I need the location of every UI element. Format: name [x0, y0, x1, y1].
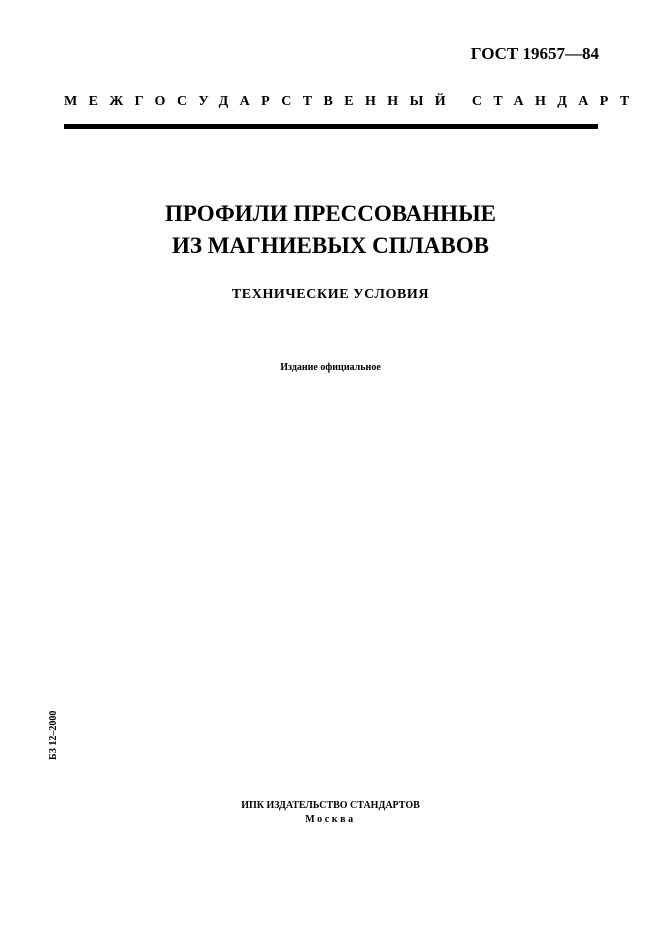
publisher-name: ИПК ИЗДАТЕЛЬСТВО СТАНДАРТОВ [241, 800, 420, 811]
document-subtitle: ТЕХНИЧЕСКИЕ УСЛОВИЯ [231, 287, 430, 302]
header-divider [64, 124, 598, 129]
publisher-block [0, 799, 661, 827]
document-title [0, 198, 661, 262]
publisher-city: Москва [305, 814, 356, 825]
gost-number: ГОСТ 19657—84 [470, 44, 599, 63]
standard-type-heading: МЕЖГОСУДАРСТВЕННЫЙ СТАНДАРТ [64, 94, 641, 109]
side-code: БЗ 12–2000 [48, 710, 59, 760]
document-title-line-2: ИЗ МАГНИЕВЫХ СПЛАВОВ [172, 233, 489, 258]
document-title-line-1: ПРОФИЛИ ПРЕССОВАННЫЕ [165, 201, 496, 226]
edition-note: Издание официальное [280, 362, 381, 373]
